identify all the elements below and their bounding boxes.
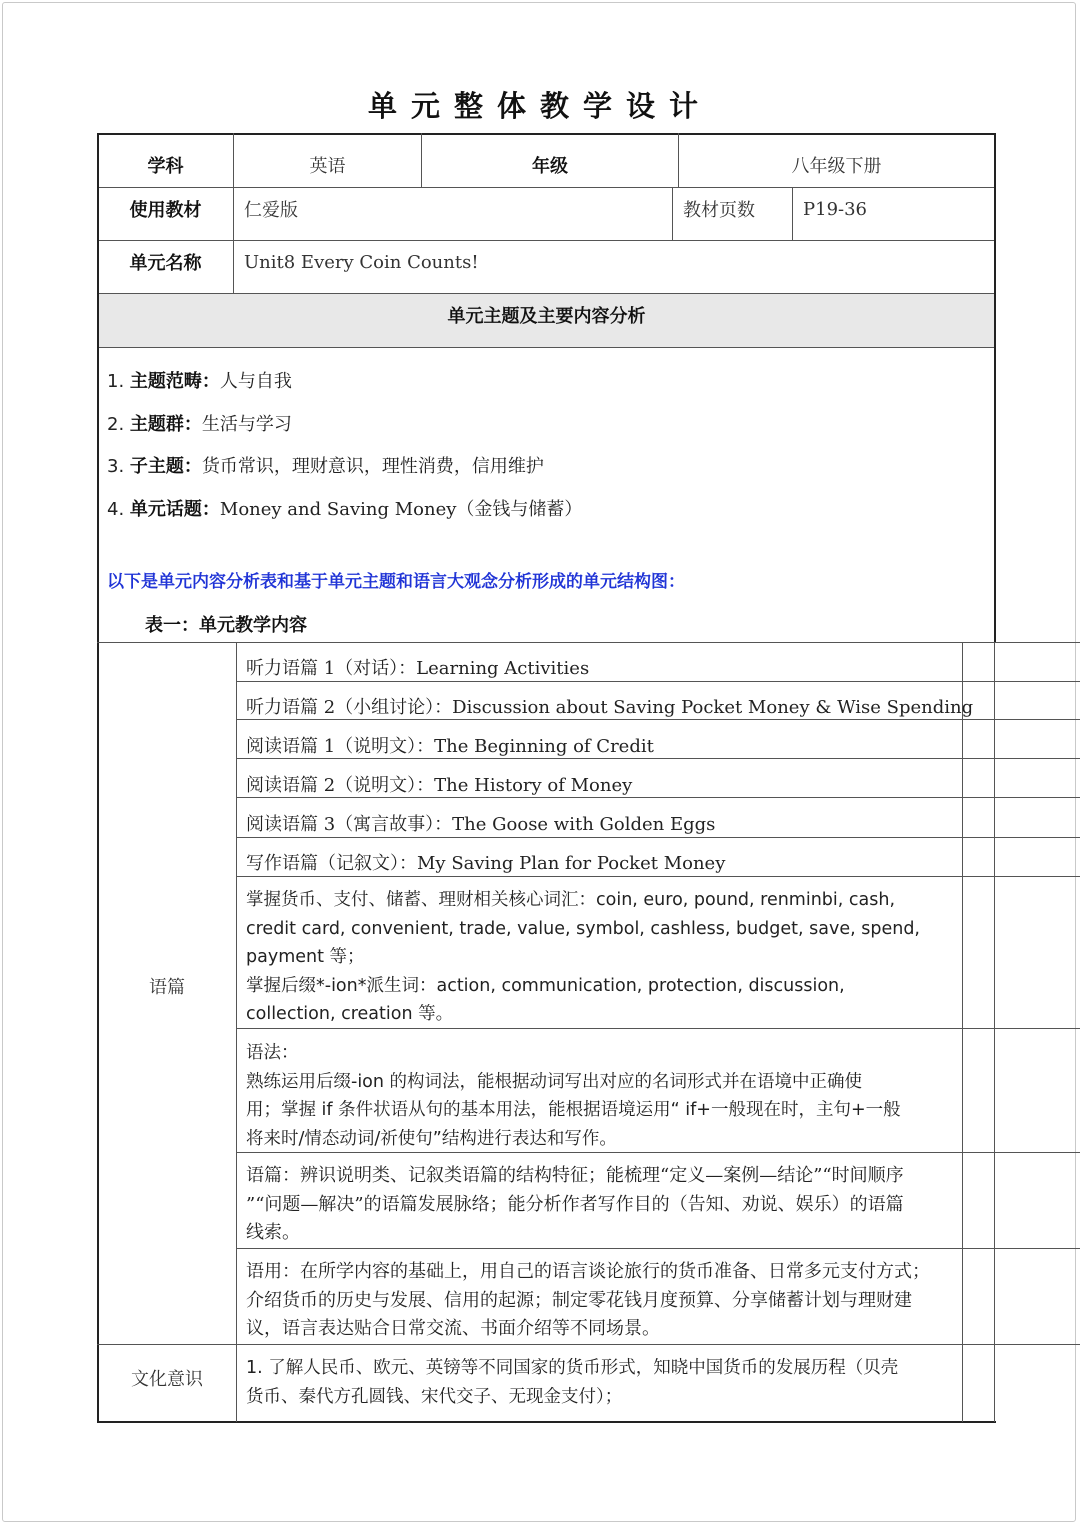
unit-value: Unit8 Every Coin Counts!: [244, 251, 479, 273]
col-divider: [994, 642, 995, 1422]
row-divider: [236, 719, 1080, 720]
textbook-label: 使用教材: [129, 200, 202, 221]
text-item: 听力语篇 1（对话）：Learning Activities: [246, 658, 590, 679]
table-border-bottom: [97, 1421, 996, 1423]
table-border-right: [994, 133, 996, 643]
discourse-block: 语篇：辨识说明类、记叙类语篇的结构特征；能梳理“定义—案例—结论”“时间顺序 ”“问题—解决”的语篇发展脉络；能分析作者写作目的（告知、劝说、娱乐）的语篇 线索。: [246, 1165, 904, 1243]
page-title: 单元整体教学设计: [367, 89, 712, 123]
text-item: 听力语篇 2（小组讨论）：Discussion about Saving Pocket Money & Wise Spending: [246, 697, 974, 718]
text-item: 阅读语篇 2（说明文）：The History of Money: [246, 775, 633, 796]
table-border-top: [97, 133, 996, 135]
analysis-note: 以下是单元内容分析表和基于单元主题和语言大观念分析形成的单元结构图：: [107, 572, 685, 592]
vocab-block: 掌握货币、支付、储蓄、理财相关核心词汇：coin, euro, pound, renminbi, cash, credit card, convenient, trade, value, symbol, cashless, budget, save, spend, payment 等； 掌握后缀*-ion*派生词：action, communication, protection, discussion, collection, creation 等。: [246, 890, 920, 1024]
analysis-item: 1. 主题范畴：人与自我: [107, 371, 292, 392]
analysis-item: 4. 单元话题：Money and Saving Money（金钱与储蓄）: [107, 499, 583, 520]
row-divider: [236, 876, 1080, 877]
row-label-culture: 文化意识: [131, 1369, 203, 1390]
row-divider: [97, 642, 1080, 643]
row-divider: [236, 837, 1080, 838]
col-divider: [236, 642, 237, 1422]
subject-value: 英语: [309, 156, 346, 177]
grade-label: 年级: [532, 156, 568, 177]
row-label-text: 语篇: [149, 977, 185, 998]
row-divider: [236, 758, 1080, 759]
row-divider: [236, 681, 1080, 682]
text-item: 写作语篇（记叙文）：My Saving Plan for Pocket Money: [246, 853, 726, 874]
subject-label: 学科: [147, 156, 184, 177]
pages-label: 教材页数: [683, 200, 755, 221]
row-divider: [236, 1248, 1080, 1249]
row-divider: [236, 797, 1080, 798]
analysis-item: 2. 主题群：生活与学习: [107, 414, 292, 435]
usage-block: 语用：在所学内容的基础上，用自己的语言谈论旅行的货币准备、日常多元支付方式； 介绍货币的历史与发展、信用的起源；制定零花钱月度预算、分享储蓄计划与理财建 议，语言表达贴合日常交流、书面介绍等不同场景。: [246, 1261, 930, 1339]
text-item: 阅读语篇 1（说明文）：The Beginning of Credit: [246, 736, 654, 757]
analysis-item: 3. 子主题：货币常识，理财意识，理性消费，信用维护: [107, 456, 544, 477]
culture-block: 1. 了解人民币、欧元、英镑等不同国家的货币形式，知晓中国货币的发展历程（贝壳 货币、秦代方孔圆钱、宋代交子、无现金支付）；: [246, 1358, 899, 1407]
grammar-block: 语法： 熟练运用后缀-ion 的构词法，能根据动词写出对应的名词形式并在语境中正确使 用；掌握 if 条件状语从句的基本用法，能根据语境运用“ if+一般现在时，主句+一般 将来时/情态动词/祈使句”结构进行表达和写作。: [246, 1043, 901, 1149]
pages-value: P19-36: [803, 198, 868, 220]
textbook-value: 仁爱版: [244, 200, 298, 221]
unit-label: 单元名称: [129, 253, 202, 274]
grade-value: 八年级下册: [791, 156, 882, 177]
col-divider: [962, 642, 963, 1422]
analysis-header: 单元主题及主要内容分析: [447, 306, 646, 327]
row-divider: [97, 1344, 1080, 1345]
text-item: 阅读语篇 3（寓言故事）：The Goose with Golden Eggs: [246, 814, 716, 835]
table-caption: 表一：单元教学内容: [145, 615, 307, 636]
row-divider: [97, 347, 996, 348]
